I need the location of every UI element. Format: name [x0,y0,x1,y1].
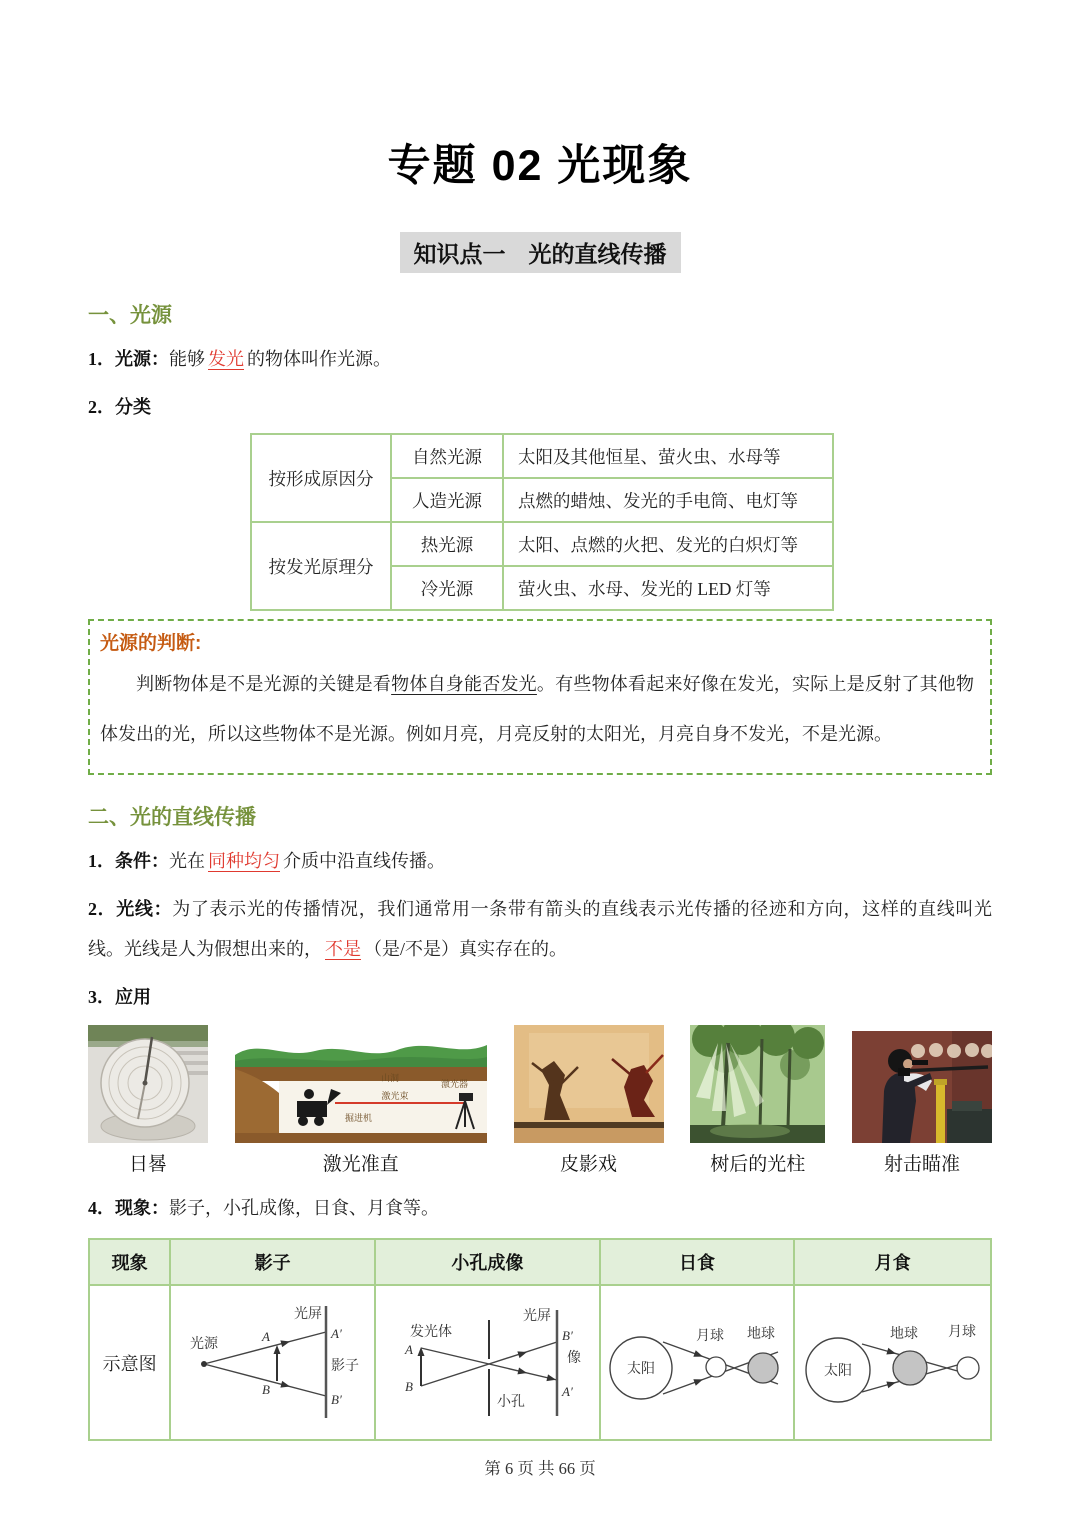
desc-cell: 太阳及其他恒星、萤火虫、水母等 [503,434,833,478]
shadow-puppetry-image [514,1025,664,1143]
label-a: A [404,1342,413,1357]
condition-label: 1．条件： [88,851,169,871]
applications-row [88,1025,992,1176]
note-underlined: 物体自身能否发光 [391,674,537,694]
caption-laser: 激光准直 [322,1154,399,1175]
desc-cell: 太阳、点燃的火把、发光的白炽灯等 [503,522,833,566]
section-heading-light-source: 一、光源 [88,304,172,327]
laser-label-device: 激光器 [440,1079,468,1089]
classification-label: 2．分类 [88,397,151,417]
table-row [251,522,833,566]
header-lunar-eclipse: 月食 [794,1239,991,1285]
ray-line [88,889,992,969]
header-solar-eclipse: 日食 [600,1239,795,1285]
label-moon: 月球 [696,1329,725,1344]
pinhole-diagram-cell [375,1285,600,1440]
definition-line [88,339,992,379]
label-pinhole: 小孔 [496,1395,525,1410]
note-paragraph [100,659,974,759]
label-shadow: 影子 [331,1359,360,1374]
app-laser-alignment [235,1031,487,1176]
phenomena-header-row [89,1239,991,1285]
section-heading-rectilinear: 二、光的直线传播 [88,806,256,829]
header-pinhole: 小孔成像 [375,1239,600,1285]
app-shadow-puppetry [514,1025,664,1176]
phenomena-label: 4．现象： [88,1198,169,1218]
laser-label-beam: 激光束 [381,1091,409,1101]
page-title: 专题 02 光现象 [387,142,693,190]
label-screen: 光屏 [294,1307,323,1322]
label-b: B [404,1379,413,1394]
label-b: B [262,1382,271,1397]
note-title: 光源的判断: [100,633,202,654]
header-shadow: 影子 [170,1239,375,1285]
caption-sundial: 日晷 [128,1154,167,1175]
definition-post: 的物体叫作光源。 [247,349,391,369]
ray-text2: （是/不是）真实存在的。 [364,939,567,959]
label-a-prime: A′ [561,1384,573,1399]
definition-label: 1．光源： [88,349,169,369]
lunar-eclipse-diagram-cell [794,1285,991,1440]
label-sun: 太阳 [824,1364,853,1379]
note-post: 。有些物体看起来好像在发光，实际上是反射了其他物体发出的光，所以这些物体不是光源。例如月亮，月亮反射的太阳光，月亮自身不发光，不是光源。 [100,674,975,744]
condition-line [88,841,992,881]
sundial-image [88,1025,208,1143]
shadow-diagram-cell [170,1285,375,1440]
label-moon: 月球 [948,1325,977,1340]
label-image: 像 [566,1351,581,1366]
applications-label-line [88,977,992,1017]
type-cell: 自然光源 [391,434,503,478]
pinhole-diagram-svg [379,1286,596,1434]
applications-label: 3．应用 [88,987,151,1007]
table-row [251,434,833,478]
label-sun: 太阳 [627,1362,656,1377]
content-area [88,301,992,1441]
ray-label: 2．光线： [88,899,173,919]
ray-text1: 为了表示光的传播情况，我们通常用一条带有箭头的直线表示光传播的径迹和方向，这样的直线叫光线。光线是人为假想出来的， [88,899,993,959]
shadow-diagram-svg [174,1286,371,1434]
phenomena-line [88,1188,992,1228]
desc-cell: 点燃的蜡烛、发光的手电筒、电灯等 [503,478,833,522]
knowledge-point-header: 知识点一 光的直线传播 [400,232,681,273]
label-earth: 地球 [890,1327,919,1342]
type-cell: 热光源 [391,522,503,566]
caption-puppetry: 皮影戏 [559,1154,617,1175]
label-a: A [262,1329,271,1344]
type-cell: 冷光源 [391,566,503,610]
group-cell: 按发光原理分 [251,522,391,610]
app-sundial [88,1025,208,1176]
row-label-schematic: 示意图 [89,1285,170,1440]
ray-blank: 不是 [325,939,361,959]
solar-eclipse-diagram-svg [603,1286,790,1434]
label-light-source: 光源 [190,1337,219,1352]
label-b-prime: B′ [331,1392,342,1407]
forest-light-image [690,1025,825,1143]
caption-shooting: 射击瞄准 [883,1154,960,1175]
laser-label-tunnel: 山洞 [380,1073,399,1083]
solar-eclipse-diagram-cell [600,1285,795,1440]
condition-pre: 光在 [169,851,205,871]
desc-cell: 萤火虫、水母、发光的 LED 灯等 [503,566,833,610]
header-phenomenon: 现象 [89,1239,170,1285]
note-pre: 判断物体是不是光源的关键是看 [136,674,392,694]
note-box [88,619,992,775]
lunar-eclipse-diagram-svg [798,1286,987,1434]
classification-label-line [88,387,992,427]
type-cell: 人造光源 [391,478,503,522]
group-cell: 按形成原因分 [251,434,391,522]
definition-blank: 发光 [208,349,244,369]
label-b-prime: B′ [561,1328,573,1343]
phenomena-diagram-row [89,1285,991,1440]
label-screen: 光屏 [522,1309,551,1324]
label-a-prime: A′ [331,1326,342,1341]
condition-blank: 同种均匀 [208,851,280,871]
classification-table [250,433,834,611]
caption-forest: 树后的光柱 [710,1154,806,1175]
app-shooting-aim [852,1031,992,1176]
label-luminous-object: 发光体 [409,1325,452,1340]
app-light-beams [690,1025,825,1176]
shooting-aim-image [852,1031,992,1143]
laser-label-machine: 掘进机 [344,1113,372,1123]
condition-post: 介质中沿直线传播。 [283,851,445,871]
label-earth: 地球 [747,1327,776,1342]
page-number: 第 6 页 共 66 页 [484,1459,596,1478]
laser-alignment-image [235,1031,487,1143]
definition-pre: 能够 [169,349,205,369]
phenomena-text: 影子，小孔成像，日食、月食等。 [169,1198,439,1218]
knowledge-point-header-row [0,232,1080,273]
phenomena-table [88,1238,992,1441]
